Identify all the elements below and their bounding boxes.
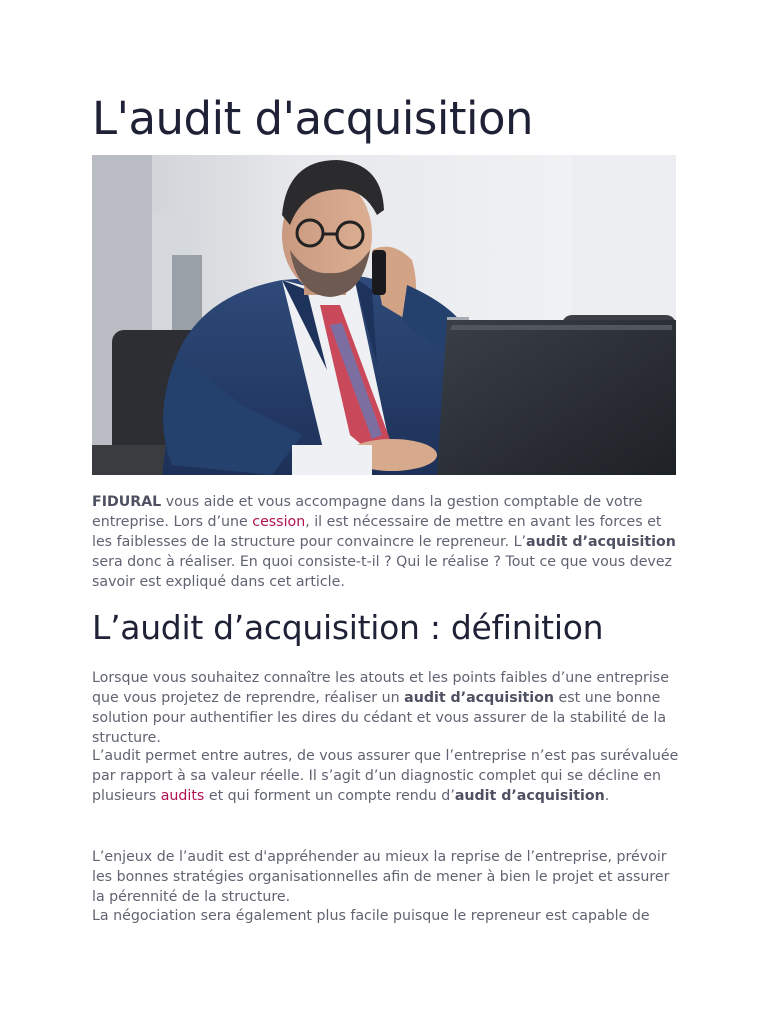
intro-text-2: , il est nécessaire de mettre en avant les forces et les faiblesses de la structure pour convaincre le repreneur. L’: [92, 514, 662, 550]
definition-paragraph-2: [92, 746, 682, 806]
hero-image: [92, 155, 676, 475]
section-heading: L’audit d’acquisition : définition: [92, 608, 604, 647]
negotiation-paragraph: La négociation sera également plus facile puisque le repreneur est capable de: [92, 908, 650, 924]
intro-text-3: sera donc à réaliser. En quoi consiste-t-il ? Qui le réalise ? Tout ce que vous devez savoir est expliqué dans cet article.: [92, 554, 673, 590]
para2-text-1: Lorsque vous souhaitez connaître les atouts et les points faibles d’une entreprise que vous projetez de reprendre, réaliser un: [92, 670, 669, 706]
definition-paragraph-1: [92, 668, 682, 748]
para3-text-1: L’audit permet entre autres, de vous assurer que l’entreprise n’est pas surévaluée par rapport à sa valeur réelle. Il s’agit d’un diagnostic complet qui se décline en plusieurs: [92, 748, 679, 804]
businessman-on-phone-with-laptop-photo: [92, 155, 676, 475]
para3-text-2: et qui forment un compte rendu d’: [204, 788, 455, 804]
intro-bold: audit d’acquisition: [526, 534, 676, 550]
para2-text-2: est une bonne solution pour authentifier les dires du cédant et vous assurer de la stabilité de la structure.: [92, 690, 667, 746]
para3-bold: audit d’acquisition: [454, 788, 605, 804]
cession-link[interactable]: cession: [252, 514, 306, 530]
intro-paragraph: [92, 492, 682, 592]
audits-link[interactable]: audits: [160, 788, 205, 804]
brand-name: FIDURAL: [92, 494, 162, 510]
intro-text-1: vous aide et vous accompagne dans la gestion comptable de votre entreprise. Lors d’une: [92, 494, 643, 530]
stakes-paragraph: L’enjeux de l’audit est d'appréhender au mieux la reprise de l’entreprise, prévoir les bonnes stratégies organisationnelles afin de mener à bien le projet et assurer la pérennité de la structure.: [92, 849, 670, 905]
para2-bold: audit d’acquisition: [404, 690, 555, 706]
para3-text-3: .: [604, 788, 610, 804]
page-title: L'audit d'acquisition: [92, 92, 534, 145]
